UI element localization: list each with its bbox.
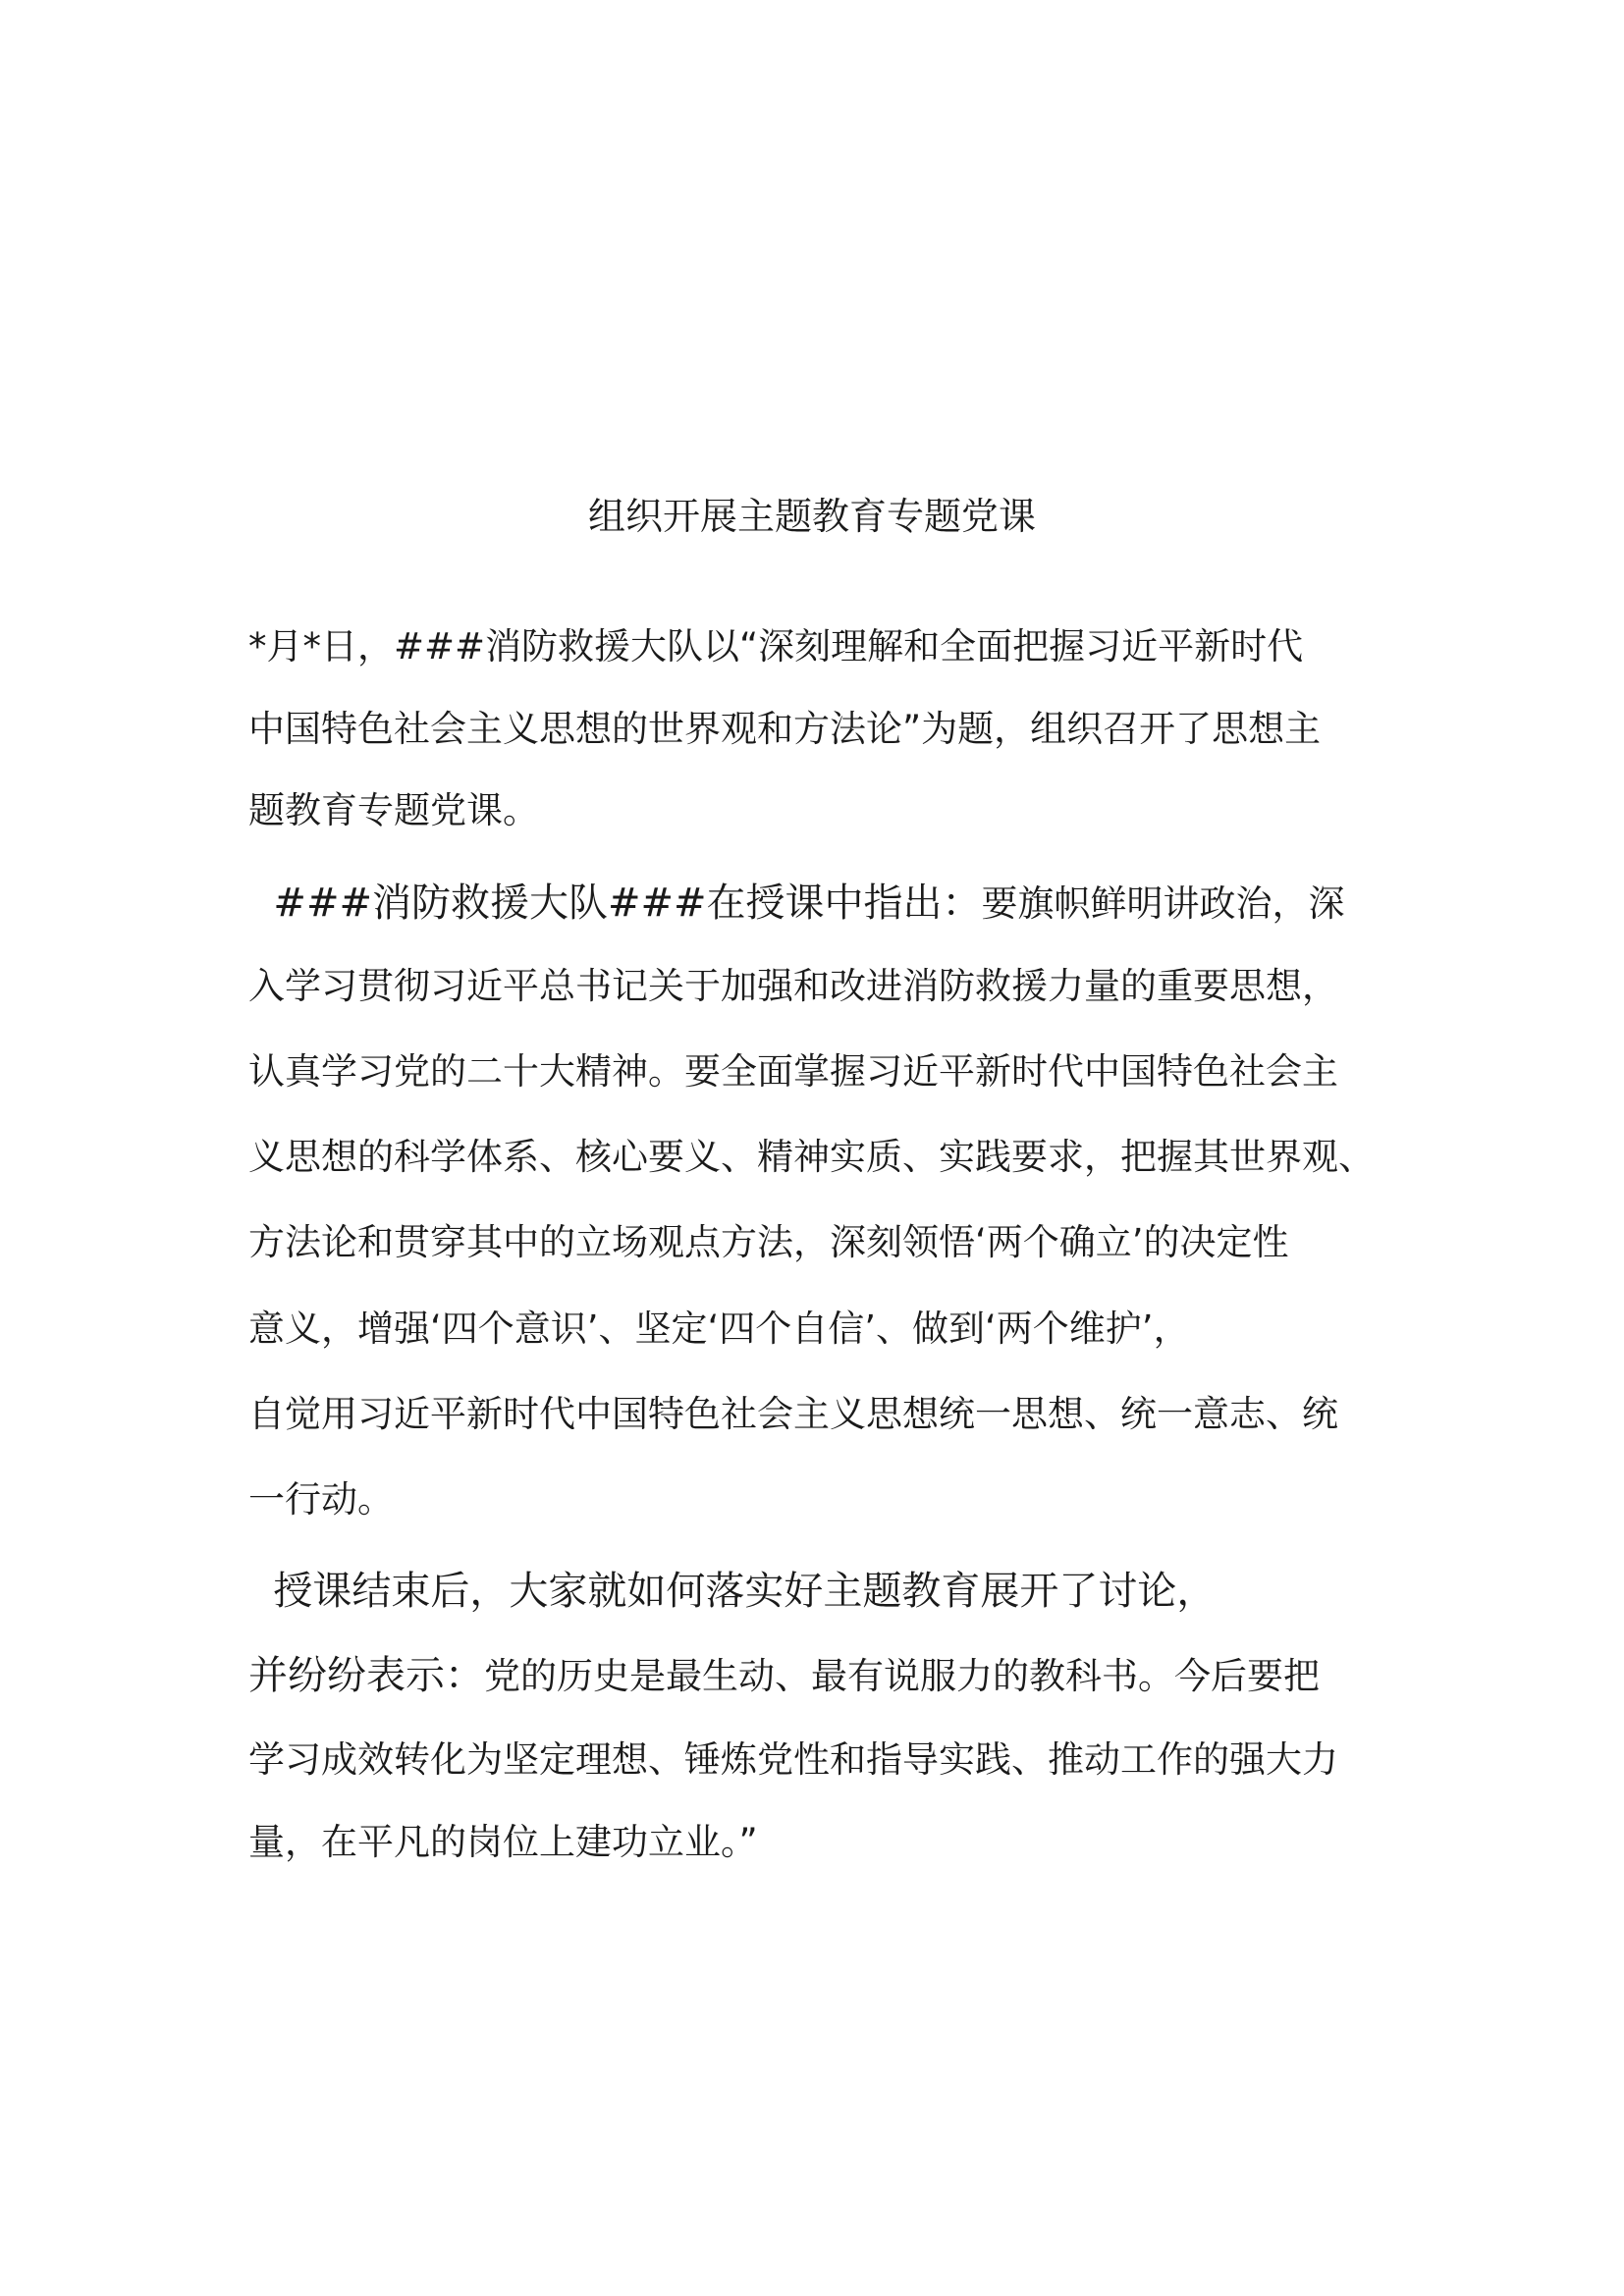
text-line: 义思想的科学体系、核心要义、精神实质、实践要求，把握其世界观、 — [248, 1136, 1375, 1178]
lead-text: ###消防救援大队###在授课中指出： — [248, 881, 982, 926]
text-line: *月*日，###消防救援大队以“深刻理解和全面把握习近平新时代 — [248, 625, 1304, 667]
text-line: 量，在平凡的岗位上建功立业。” — [248, 1821, 758, 1863]
text-line — [248, 879, 1345, 929]
text-line: 学习成效转化为坚定理想、锤炼党性和指导实践、推动工作的强大力 — [248, 1738, 1338, 1781]
page-title: 组织开展主题教育专题党课 — [587, 495, 1036, 538]
text-line: 一行动。 — [248, 1478, 394, 1521]
text-line: 认真学习党的二十大精神。要全面掌握习近平新时代中国特色社会主 — [248, 1050, 1338, 1093]
line-text: 要旗帜鲜明讲政治，深 — [981, 882, 1345, 925]
text-line: 授课结束后，大家就如何落实好主题教育展开了讨论， — [248, 1569, 1217, 1614]
text-line: 意义，增强‘四个意识’、坚定‘四个自信’、做到‘两个维护’， — [248, 1308, 1190, 1350]
lead-text: 并纷纷表示： — [248, 1653, 484, 1698]
line-text: 党的历史是最生动、最有说服力的教科书。今后要把 — [484, 1655, 1320, 1697]
text-line: 自觉用习近平新时代中国特色社会主义思想统一思想、统一意志、统 — [248, 1393, 1338, 1435]
text-line: 中国特色社会主义思想的世界观和方法论”为题，组织召开了思想主 — [248, 708, 1322, 750]
text-line: 入学习贯彻习近平总书记关于加强和改进消防救援力量的重要思想， — [248, 965, 1338, 1007]
text-line: 题教育专题党课。 — [248, 789, 539, 831]
text-line: 方法论和贯穿其中的立场观点方法，深刻领悟‘两个确立’的决定性 — [248, 1221, 1289, 1263]
text-line — [248, 1651, 1320, 1701]
